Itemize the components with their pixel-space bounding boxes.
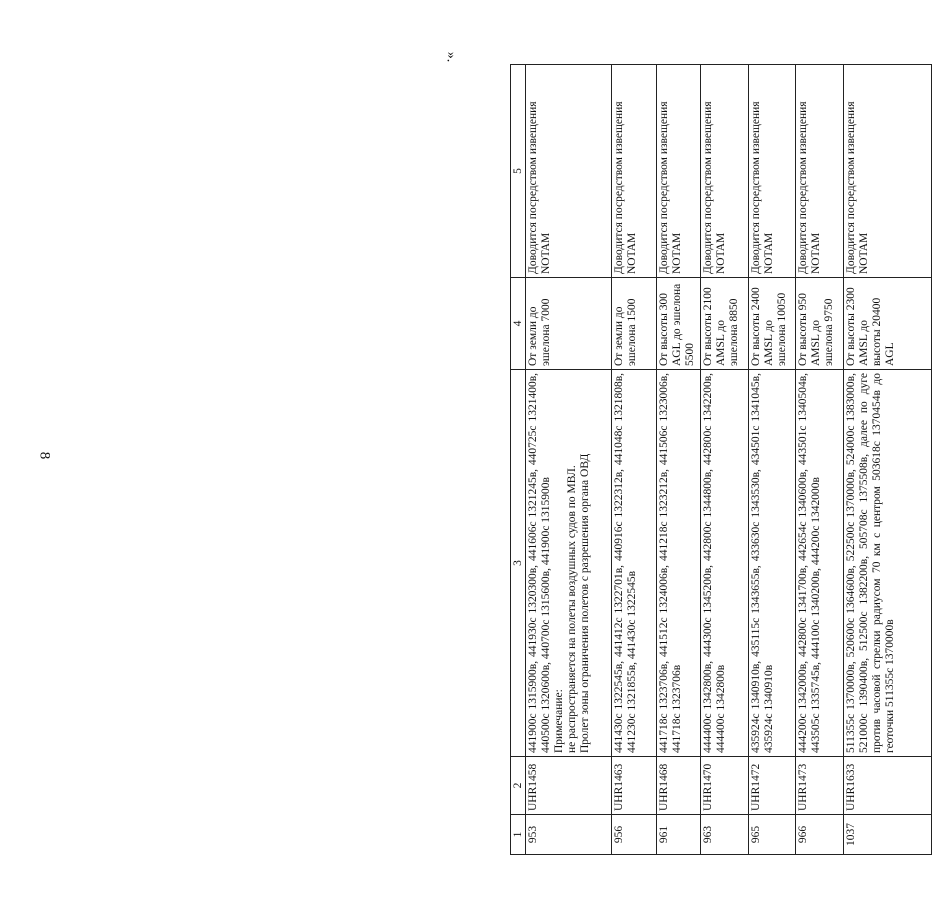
zone-notice: Доводится посредством извещения NOTAM [656,65,700,278]
row-number: 965 [748,815,795,855]
table-row [700,65,748,855]
header-col-3: 3 [511,370,526,757]
table-row [526,65,612,855]
table-row [656,65,700,855]
zone-code: UHR1473 [795,757,843,815]
zone-coordinates: 441900с 1315900в, 441930с 1320300в, 441606с 1321245в, 440725с 1321400в, 440500с 1320600в, 440700с 1315600в, 441900с 1315900в Примечание: не распространяется на полеты воздушных судов по МВЛ. Пролет зоны ограничения полетов с разрешения органа ОВД [526,370,612,757]
table-row [748,65,795,855]
zone-notice: Доводится посредством извещения NOTAM [795,65,843,278]
zone-notice: Доводится посредством извещения NOTAM [844,65,932,278]
zone-coordinates: 441430с 1322545в, 441412с 1322701в, 440916с 1322312в, 441048с 1321808в, 441230с 1321855в, 441430с 1322545в [611,370,656,757]
zone-code: UHR1470 [700,757,748,815]
zone-code: UHR1472 [748,757,795,815]
zone-notice: Доводится посредством извещения NOTAM [526,65,612,278]
header-row [511,65,526,855]
zone-code: UHR1468 [656,757,700,815]
zone-code: UHR1633 [844,757,932,815]
zone-altitude: От земли до эшелона 7000 [526,278,612,370]
row-number: 953 [526,815,612,855]
header-col-1: 1 [511,815,526,855]
header-col-4: 4 [511,278,526,370]
restricted-zones-table [510,64,932,855]
zone-altitude: От высоты 2400 AMSL до эшелона 10050 [748,278,795,370]
row-number: 966 [795,815,843,855]
table-row [844,65,932,855]
zone-code: UHR1463 [611,757,656,815]
row-number: 963 [700,815,748,855]
zone-coordinates: 441718с 1323706в, 441512с 1324006в, 441218с 1323212в, 441506с 1323006в, 441718с 1323706в [656,370,700,757]
zone-coordinates: 511355с 1370000в, 520600с 1364600в, 522500с 1370000в, 524000с 1383000в, 521000с 1390400в, 512500с 1382200в, 505708с 1375508в, далее по дуге против часовой стрелки радиусом 70 км с центром 503618с 1370454в до геоточки 511355с 1370000в [844,370,932,757]
zone-coordinates: 444400с 1342800в, 444300с 1345200в, 442800с 1344800в, 442800с 1342200в, 444400с 1342800в [700,370,748,757]
closing-quote: ». [443,51,459,63]
page-number: 8 [36,451,53,460]
zone-altitude: От высоты 950 AMSL до эшелона 9750 [795,278,843,370]
zone-altitude: От земли до эшелона 1500 [611,278,656,370]
zone-notice: Доводится посредством извещения NOTAM [611,65,656,278]
zone-altitude: От высоты 2100 AMSL до эшелона 8850 [700,278,748,370]
header-col-2: 2 [511,757,526,815]
row-number: 961 [656,815,700,855]
header-col-5: 5 [511,65,526,278]
zone-notice: Доводится посредством извещения NOTAM [748,65,795,278]
zone-altitude: От высоты 2300 AMSL до высоты 20400 AGL [844,278,932,370]
row-number: 1037 [844,815,932,855]
zone-code: UHR1458 [526,757,612,815]
zone-coordinates: 435924с 1340910в, 435115с 1343655в, 433630с 1343530в, 434501с 1341045в, 435924с 1340910в [748,370,795,757]
table-row [611,65,656,855]
row-number: 956 [611,815,656,855]
table-row [795,65,843,855]
zone-notice: Доводится посредством извещения NOTAM [700,65,748,278]
zone-altitude: От высоты 300 AGL до эшелона 5500 [656,278,700,370]
zone-coordinates: 444200с 1342000в, 442800с 1341700в, 442654с 1340600в, 443501с 1340504в, 443505с 1335745в, 444100с 1340200в, 444200с 1342000в [795,370,843,757]
